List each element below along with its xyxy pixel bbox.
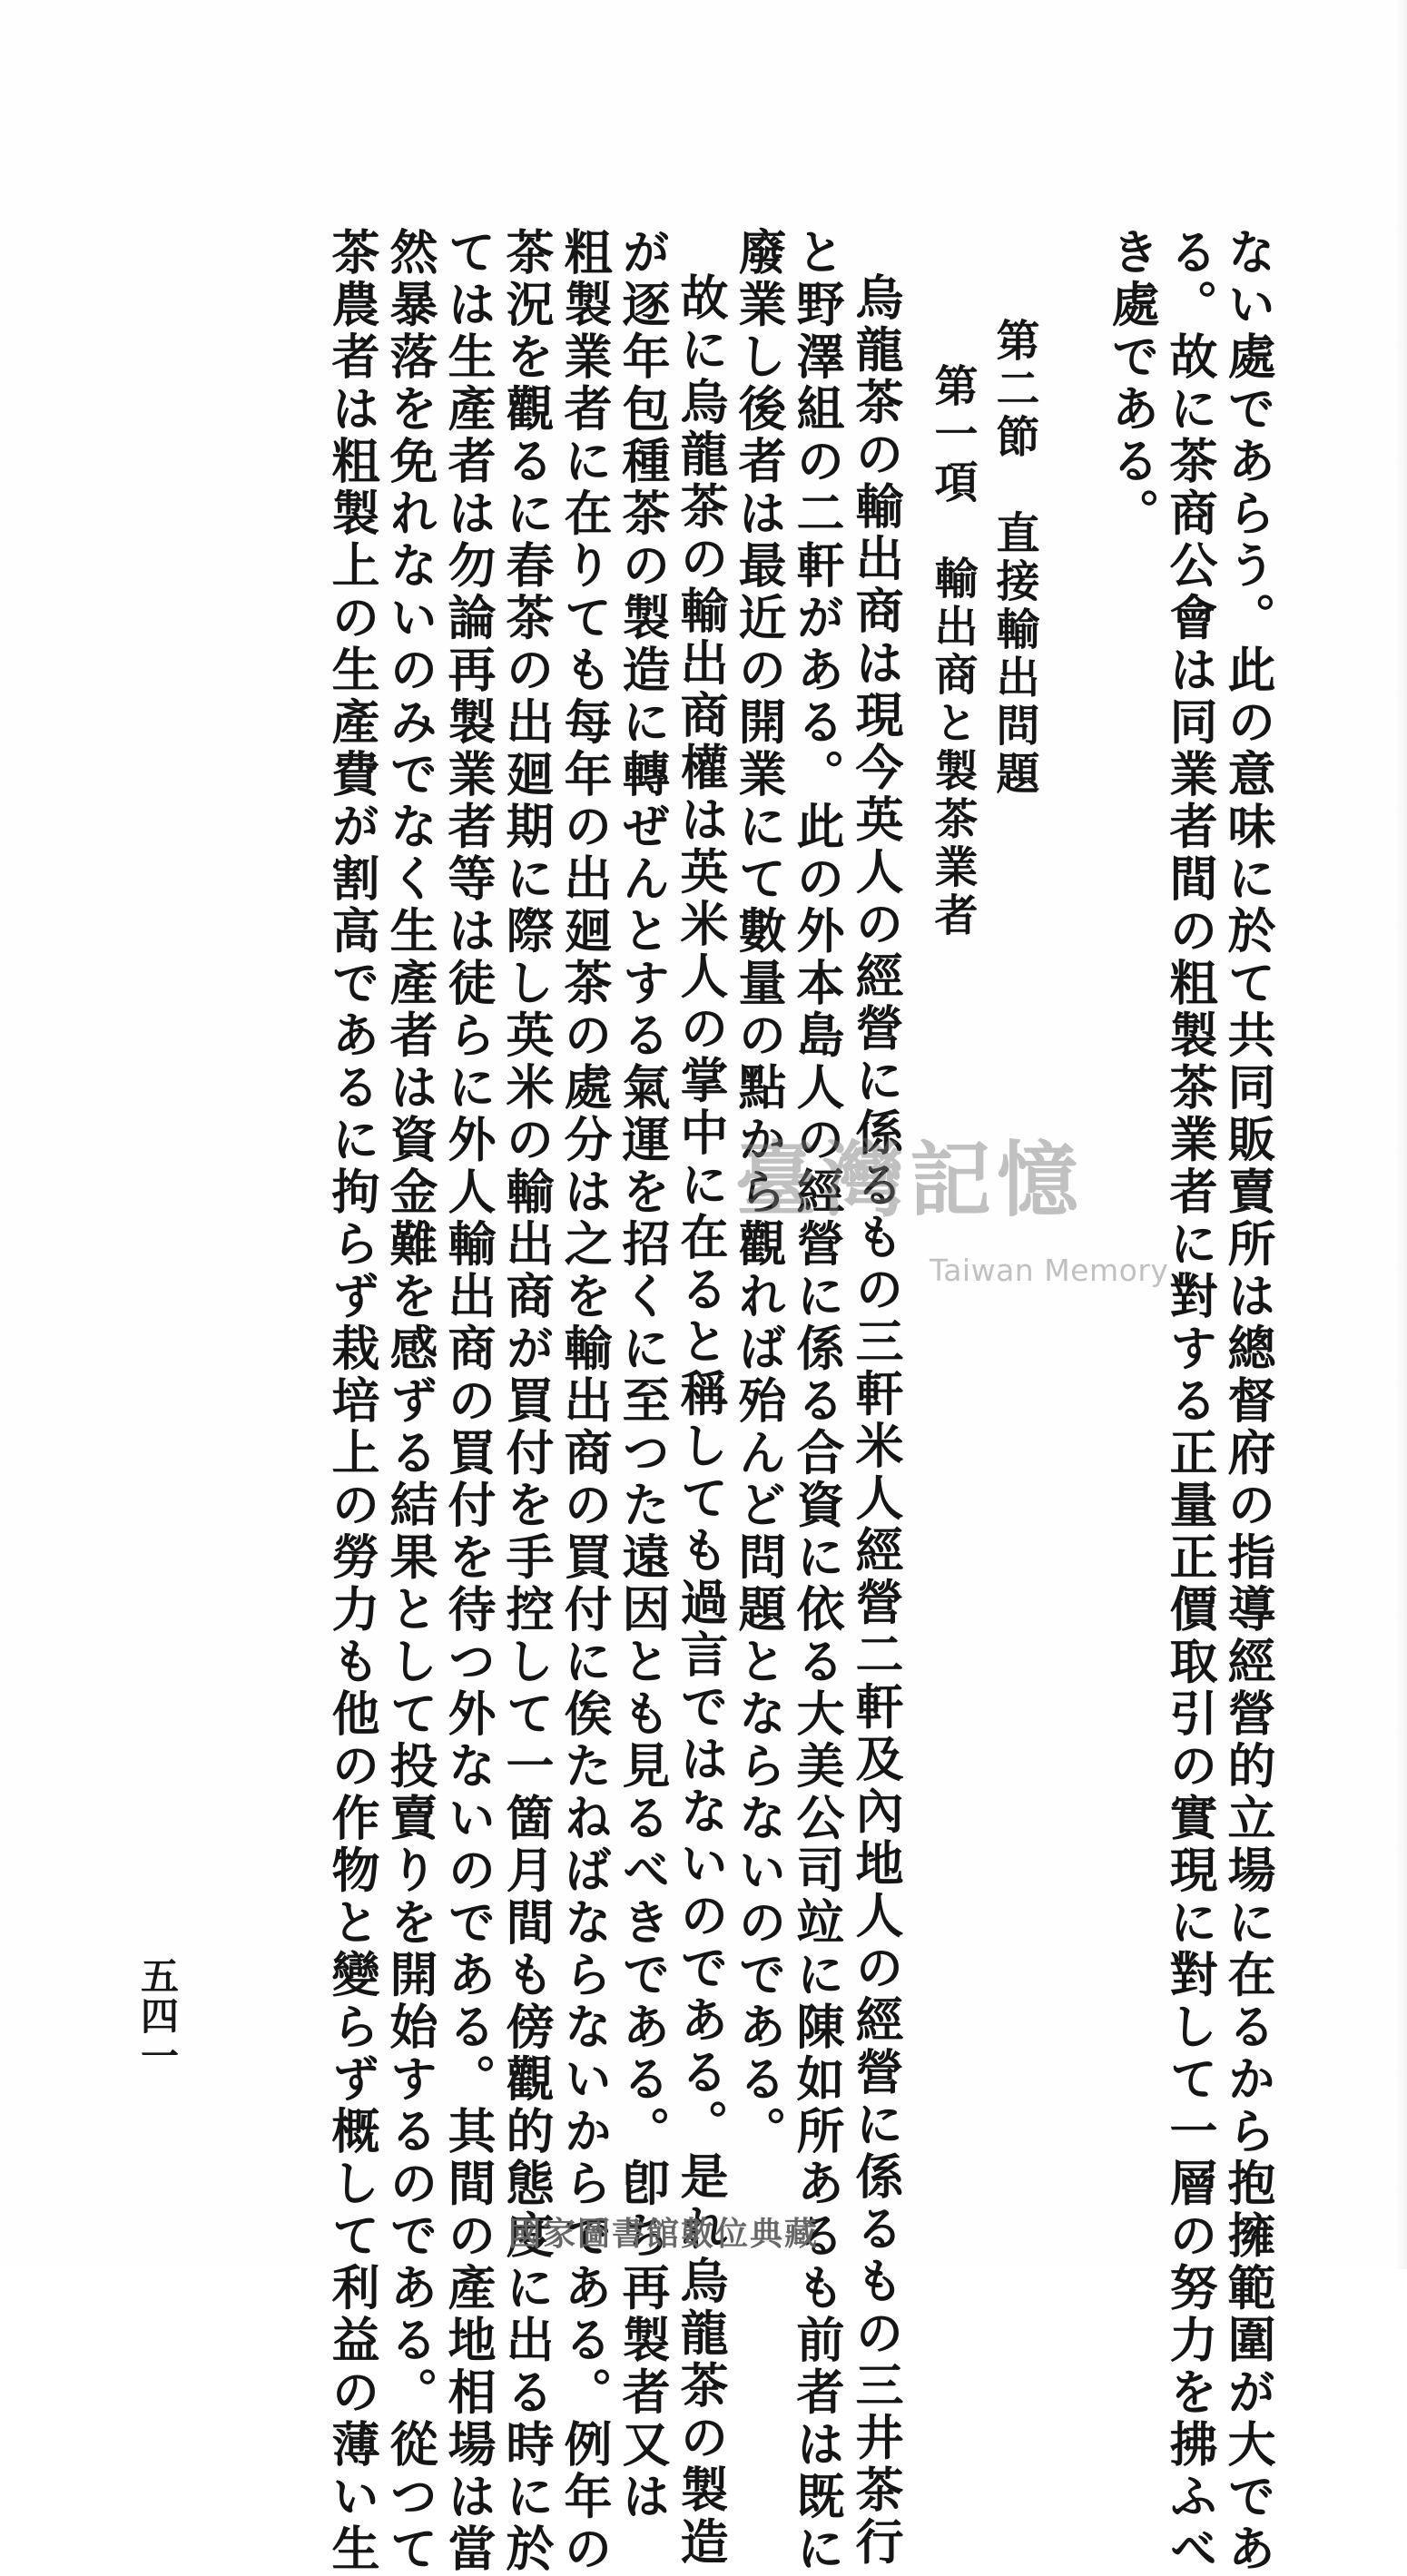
text-column-7: と野澤組の二軒がある。此の外本島人の經營に係る合資に依る大美公司竝に陳如所あるも前者は既に bbox=[789, 227, 845, 2576]
text-column-2: る。故に茶商公會は同業者間の粗製茶業者に對する正量正價取引の實現に對して一層の努力を拂ふべ bbox=[1162, 227, 1218, 2576]
text-column-3: き處である。 bbox=[1104, 227, 1160, 540]
text-column-11: 粗製業者に在りても每年の出廻茶の處分は之を輸出商の買付に俟たねばならないからである。例年の bbox=[556, 227, 613, 2576]
subsection-heading: 第一項 輸出商と製茶業者 bbox=[927, 363, 978, 940]
watermark-subtitle: Taiwan Memory bbox=[930, 1253, 1169, 1288]
page-edge-shadow bbox=[1394, 0, 1407, 2269]
text-column-15: 茶農者は粗製上の生產費が割高であるに拘らず栽培上の勞力も他の作物と變らず概して利益の薄い生 bbox=[324, 227, 380, 2576]
text-column-13: ては生產者は勿論再製業者等は徒らに外人輸出商の買付を待つ外ないのである。其間の產地相場は當 bbox=[440, 227, 497, 2576]
text-column-1: ない處であらう。此の意味に於て共同販賣所は總督府の指導經營的立場に在るから抱擁範圍が大であ bbox=[1220, 227, 1276, 2576]
footer-credit: 國家圖書館數位典藏 bbox=[508, 2216, 820, 2253]
text-column-10: が逐年包種茶の製造に轉ぜんとする氣運を招くに至つた遠因とも見るべきである。卽ち再製者又は bbox=[615, 227, 671, 2523]
section-heading: 第二節 直接輸出問題 bbox=[989, 318, 1039, 799]
text-column-9: 故に烏龍茶の輸出商權は英米人の掌中に在ると稱しても過言ではないのである。是れ烏龍茶の製造 bbox=[673, 272, 729, 2569]
page-number: 五四一 bbox=[135, 1956, 180, 2076]
text-column-6: 烏龍茶の輸出商は現今英人の經營に係るもの三軒米人經營二軒及內地人の經營に係るもの三井茶行 bbox=[848, 272, 904, 2569]
text-column-8: 廢業し後者は最近の開業にて數量の點から觀れば殆んど問題とならないのである。 bbox=[731, 227, 787, 2158]
text-column-12: 茶況を觀るに春茶の出廻期に際し英米の輸出商が買付を手控して一箇月間も傍觀的態度に出る時に於 bbox=[498, 227, 555, 2576]
watermark-logo-text: 臺灣記憶 bbox=[735, 1132, 1084, 1228]
text-column-14: 然暴落を免れないのみでなく生產者は資金難を感ずる結果として投賣りを開始するのである。從つて bbox=[382, 227, 438, 2576]
